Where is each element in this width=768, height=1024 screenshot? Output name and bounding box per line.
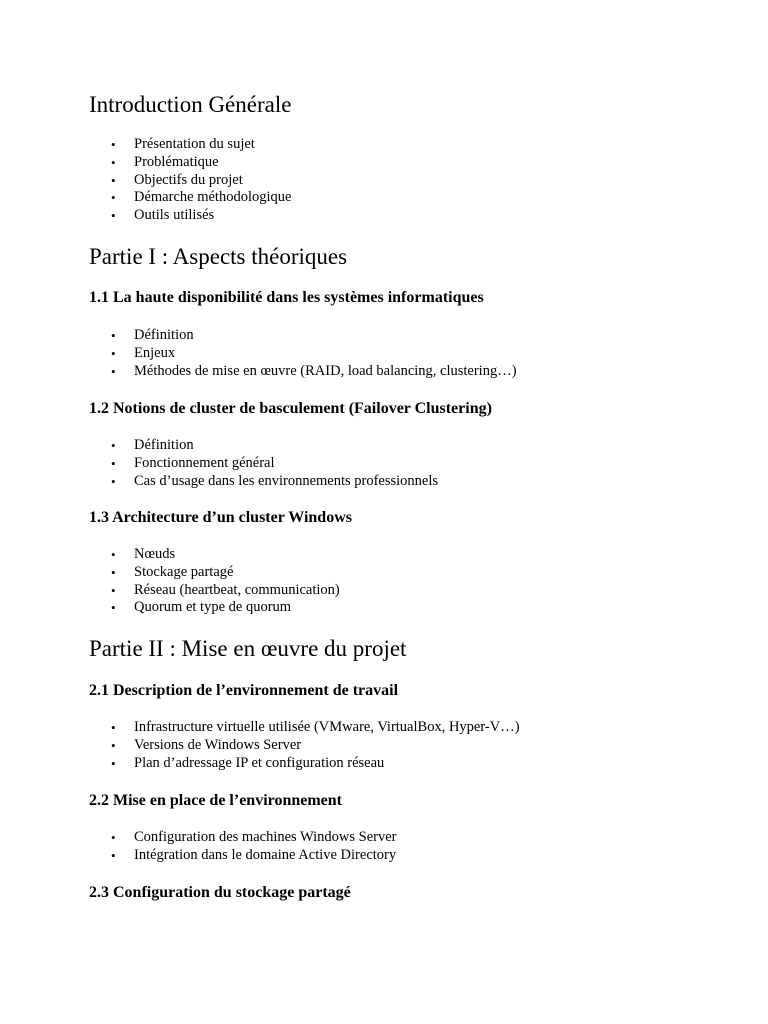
- subsection-title: 2.2 Mise en place de l’environnement: [89, 792, 343, 809]
- section-title: Introduction Générale: [89, 92, 292, 117]
- bullet-icon: •: [111, 547, 116, 562]
- subsection-title: 1.1 La haute disponibilité dans les systèmes informatiques: [89, 289, 484, 306]
- bullet-icon: •: [111, 455, 116, 471]
- bullet-icon: •: [111, 363, 116, 379]
- bullet-icon: •: [111, 137, 116, 152]
- bullet-icon: •: [111, 720, 116, 735]
- bullet-icon: •: [111, 345, 116, 361]
- bullet-icon: •: [111, 830, 116, 845]
- bullet-icon: •: [111, 473, 116, 489]
- bullet-icon: •: [111, 208, 116, 223]
- subsection-title: 2.1 Description de l’environnement de travail: [89, 682, 399, 699]
- section-title: Partie II : Mise en œuvre du projet: [89, 636, 407, 661]
- bullet-icon: •: [111, 755, 116, 771]
- document-page: Introduction Générale • Présentation du sujet • Problématique • Objectifs du projet • Démarche méthodologique • Outils utilisés Partie I : Aspects théoriques 1.1 La haute disponibilité dans les systèmes informatiques • Définition • Enjeux • Méthodes de mise en œuvre (RAID, load balancing, clustering…) 1.2 Notions de cluster de basculement (Failover Clustering) • Définition • Fonctionnement général • Cas d’usage dans les environnements professionnels 1.3 Architecture d’un cluster Windows • Nœuds • Stockage partagé • Réseau (heartbeat, communication) • Quorum et type de quorum Partie II : Mise en œuvre du projet 2.1 Description de l’environnement de travail • Infrastructure virtuelle utilisée (VMware, VirtualBox, Hyper-V…) • Versions de Windows Server • Plan d’adressage IP et configuration réseau 2.2 Mise en place de l’environnement • Configuration des machines Windows Server • Intégration dans le domaine Active Directory 2.3 Configuration du stockage partagé: [89, 92, 520, 901]
- bullet-icon: •: [111, 600, 116, 616]
- bullet-icon: •: [111, 564, 116, 580]
- bullet-icon: •: [111, 172, 116, 188]
- bullet-icon: •: [111, 190, 116, 206]
- section-title: Partie I : Aspects théoriques: [89, 244, 348, 269]
- bullet-icon: •: [111, 438, 116, 453]
- bullet-icon: •: [111, 154, 116, 170]
- subsection-title: 1.2 Notions de cluster de basculement (Failover Clustering): [89, 400, 492, 417]
- subsection-title: 2.3 Configuration du stockage partagé: [89, 884, 351, 901]
- bullet-icon: •: [111, 328, 116, 343]
- bullet-icon: •: [111, 737, 116, 753]
- subsection-title: 1.3 Architecture d’un cluster Windows: [89, 509, 352, 526]
- bullet-icon: •: [111, 582, 116, 598]
- bullet-icon: •: [111, 847, 116, 863]
